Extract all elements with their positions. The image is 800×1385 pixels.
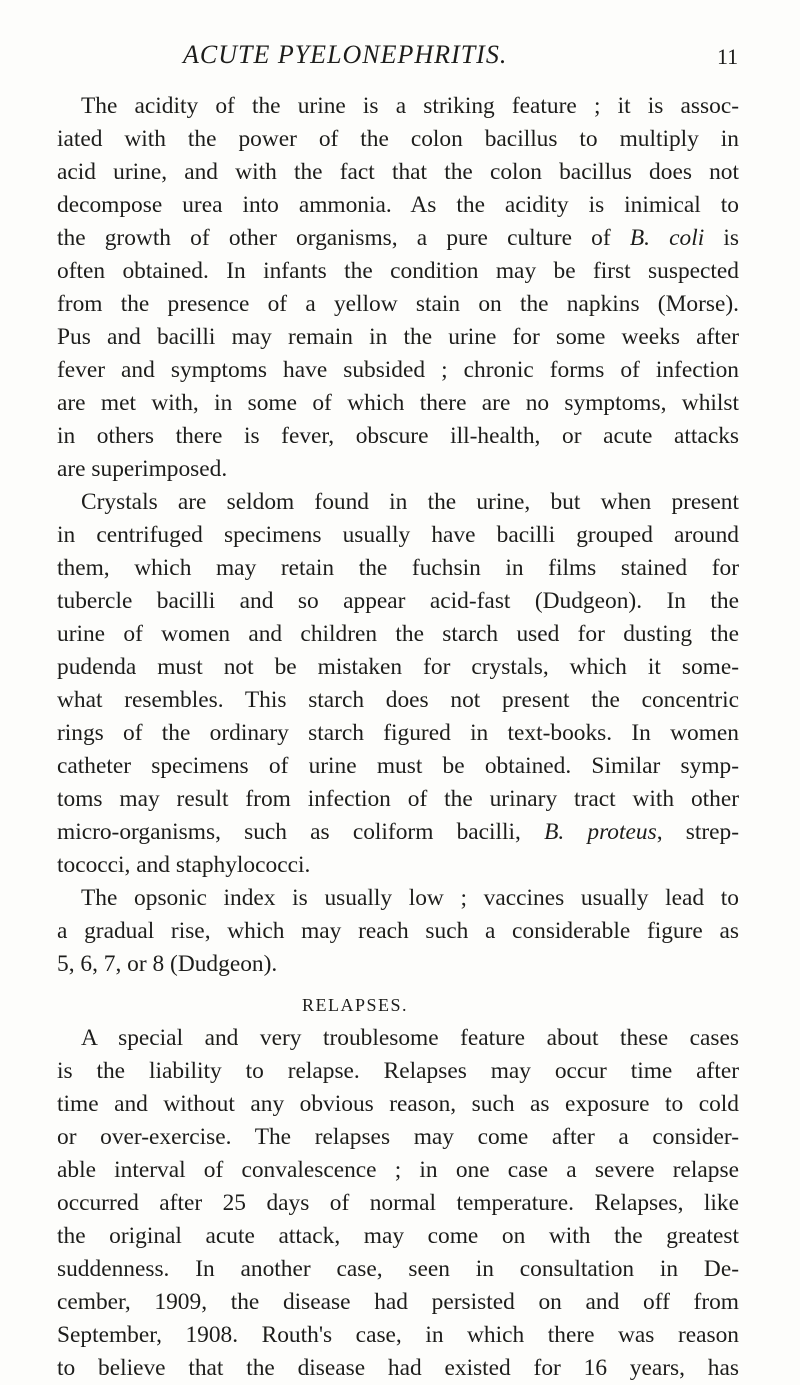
text-line: rings of the ordinary starch figured in text-books. In women <box>57 720 739 746</box>
text-line: decompose urea into ammonia. As the acidity is inimical to <box>57 192 739 218</box>
text-line: cember, 1909, the disease had persisted on and off from <box>57 1289 739 1315</box>
text-line: September, 1908. Routh's case, in which there was reason <box>57 1322 739 1348</box>
text-line: are met with, in some of which there are no symptoms, whilst <box>57 390 739 416</box>
text-line: Crystals are seldom found in the urine, but when present <box>81 489 739 515</box>
text-fragment: , strep- <box>656 819 739 845</box>
text-line: what resembles. This starch does not present the concentric <box>57 687 739 713</box>
body-text <box>57 90 739 1385</box>
italic-species-name: B. coli <box>629 225 705 251</box>
text-line: catheter specimens of urine must be obtained. Similar symp- <box>57 753 739 779</box>
text-line: them, which may retain the fuchsin in films stained for <box>57 555 739 581</box>
text-line <box>57 222 739 255</box>
text-line: is the liability to relapse. Relapses may occur time after <box>57 1058 739 1084</box>
text-line: acid urine, and with the fact that the colon bacillus does not <box>57 159 739 185</box>
text-line: toms may result from infection of the urinary tract with other <box>57 786 739 812</box>
text-line: are superimposed. <box>57 456 228 482</box>
text-line: iated with the power of the colon bacillus to multiply in <box>57 126 739 152</box>
text-line <box>57 816 739 849</box>
page-number: 11 <box>717 44 739 69</box>
text-line: Pus and bacilli may remain in the urine for some weeks after <box>57 324 739 350</box>
text-line: pudenda must not be mistaken for crystals, which it some- <box>57 654 739 680</box>
text-line: the original acute attack, may come on with the greatest <box>57 1223 739 1249</box>
text-line: A special and very troublesome feature about these cases <box>81 1025 739 1051</box>
text-line: suddenness. In another case, seen in consultation in De- <box>57 1256 739 1282</box>
text-line: urine of women and children the starch used for dusting the <box>57 621 739 647</box>
running-title: ACUTE PYELONEPHRITIS. <box>183 40 508 69</box>
text-line: The opsonic index is usually low ; vaccines usually lead to <box>81 885 739 911</box>
text-fragment: the growth of other organisms, a pure culture of <box>57 225 611 251</box>
text-line: The acidity of the urine is a striking feature ; it is assoc- <box>81 93 739 119</box>
text-line: occurred after 25 days of normal temperature. Relapses, like <box>57 1190 739 1216</box>
text-line: fever and symptoms have subsided ; chronic forms of infection <box>57 357 739 383</box>
italic-species-name: B. proteus <box>544 819 657 845</box>
text-line: 5, 6, 7, or 8 (Dudgeon). <box>57 951 278 977</box>
text-line: tubercle bacilli and so appear acid-fast (Dudgeon). In the <box>57 588 739 614</box>
text-line: or over-exercise. The relapses may come after a consider- <box>57 1124 739 1150</box>
section-heading: RELAPSES. <box>301 995 409 1015</box>
text-line: to believe that the disease had existed for 16 years, has <box>57 1355 739 1381</box>
text-line: able interval of convalescence ; in one case a severe relapse <box>57 1157 739 1183</box>
text-fragment: micro-organisms, such as coliform bacilli, <box>57 819 521 845</box>
text-line: in others there is fever, obscure ill-health, or acute attacks <box>57 423 739 449</box>
text-line: tococci, and staphylococci. <box>57 852 311 878</box>
text-line: from the presence of a yellow stain on the napkins (Morse). <box>57 291 739 317</box>
text-line: a gradual rise, which may reach such a considerable figure as <box>57 918 739 944</box>
text-fragment: is <box>704 225 740 251</box>
text-line: time and without any obvious reason, such as exposure to cold <box>57 1091 739 1117</box>
text-line: in centrifuged specimens usually have bacilli grouped around <box>57 522 739 548</box>
text-line: often obtained. In infants the condition may be first suspected <box>57 258 739 284</box>
